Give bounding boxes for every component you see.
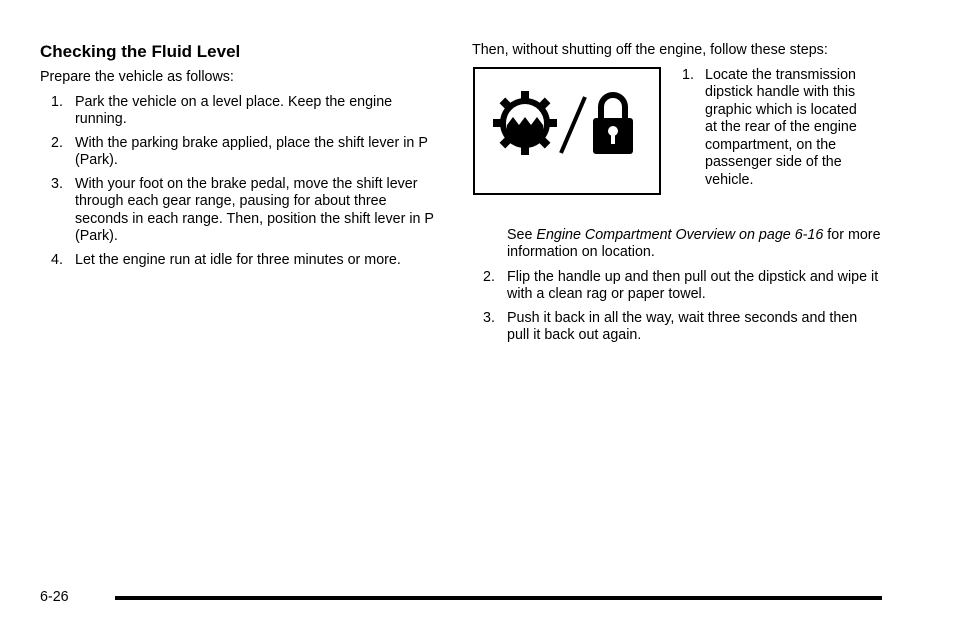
step-text: Park the vehicle on a level place. Keep the engine running.: [75, 93, 393, 127]
list-item: [472, 310, 882, 345]
step-number: 1.: [51, 93, 63, 110]
step-text: Push it back in all the way, wait three seconds and then pull it back out again.: [507, 309, 858, 343]
step-text: Let the engine run at idle for three minutes or more.: [75, 251, 401, 268]
step-number: 3.: [51, 175, 63, 192]
transmission-gear-lock-icon: [493, 91, 643, 161]
cross-reference-note: [472, 227, 882, 262]
section-heading: Checking the Fluid Level: [40, 42, 241, 61]
step-number: 3.: [483, 309, 495, 326]
dipstick-steps: [472, 269, 882, 345]
step-number: 1.: [682, 66, 694, 83]
step-number: 2.: [483, 268, 495, 285]
footer-rule: [115, 596, 882, 600]
right-column: [472, 42, 882, 351]
list-item: [40, 94, 440, 129]
note-suffix: for more information on location.: [507, 226, 881, 260]
page-number: 6-26: [40, 589, 69, 605]
list-item: [682, 67, 872, 190]
step-text: With your foot on the brake pedal, move the shift lever through each gear range, pausing for about three seconds in each range. Then, position the shift lever in P (Park).: [75, 175, 434, 244]
preparation-steps: [40, 94, 440, 270]
left-column: [40, 40, 440, 275]
list-item: [40, 252, 440, 270]
list-item: [40, 135, 440, 170]
step-text: Locate the transmission dipstick handle with this graphic which is located at the rear of the engine compartment, on the passenger side of the vehicle.: [705, 66, 857, 189]
step-number: 4.: [51, 251, 63, 268]
intro-text: Then, without shutting off the engine, follow these steps:: [472, 42, 828, 58]
step-number: 2.: [51, 134, 63, 151]
intro-text: Prepare the vehicle as follows:: [40, 69, 234, 85]
cross-reference-link[interactable]: Engine Compartment Overview on page 6‑16: [536, 226, 824, 243]
figure-box: [473, 67, 661, 195]
note-prefix: See: [507, 226, 537, 243]
step-text: With the parking brake applied, place the shift lever in P (Park).: [75, 134, 428, 168]
figure-row: [472, 67, 882, 227]
step-text: Flip the handle up and then pull out the dipstick and wipe it with a clean rag or paper towel.: [507, 268, 879, 302]
list-item: [472, 269, 882, 304]
list-item: [40, 176, 440, 246]
